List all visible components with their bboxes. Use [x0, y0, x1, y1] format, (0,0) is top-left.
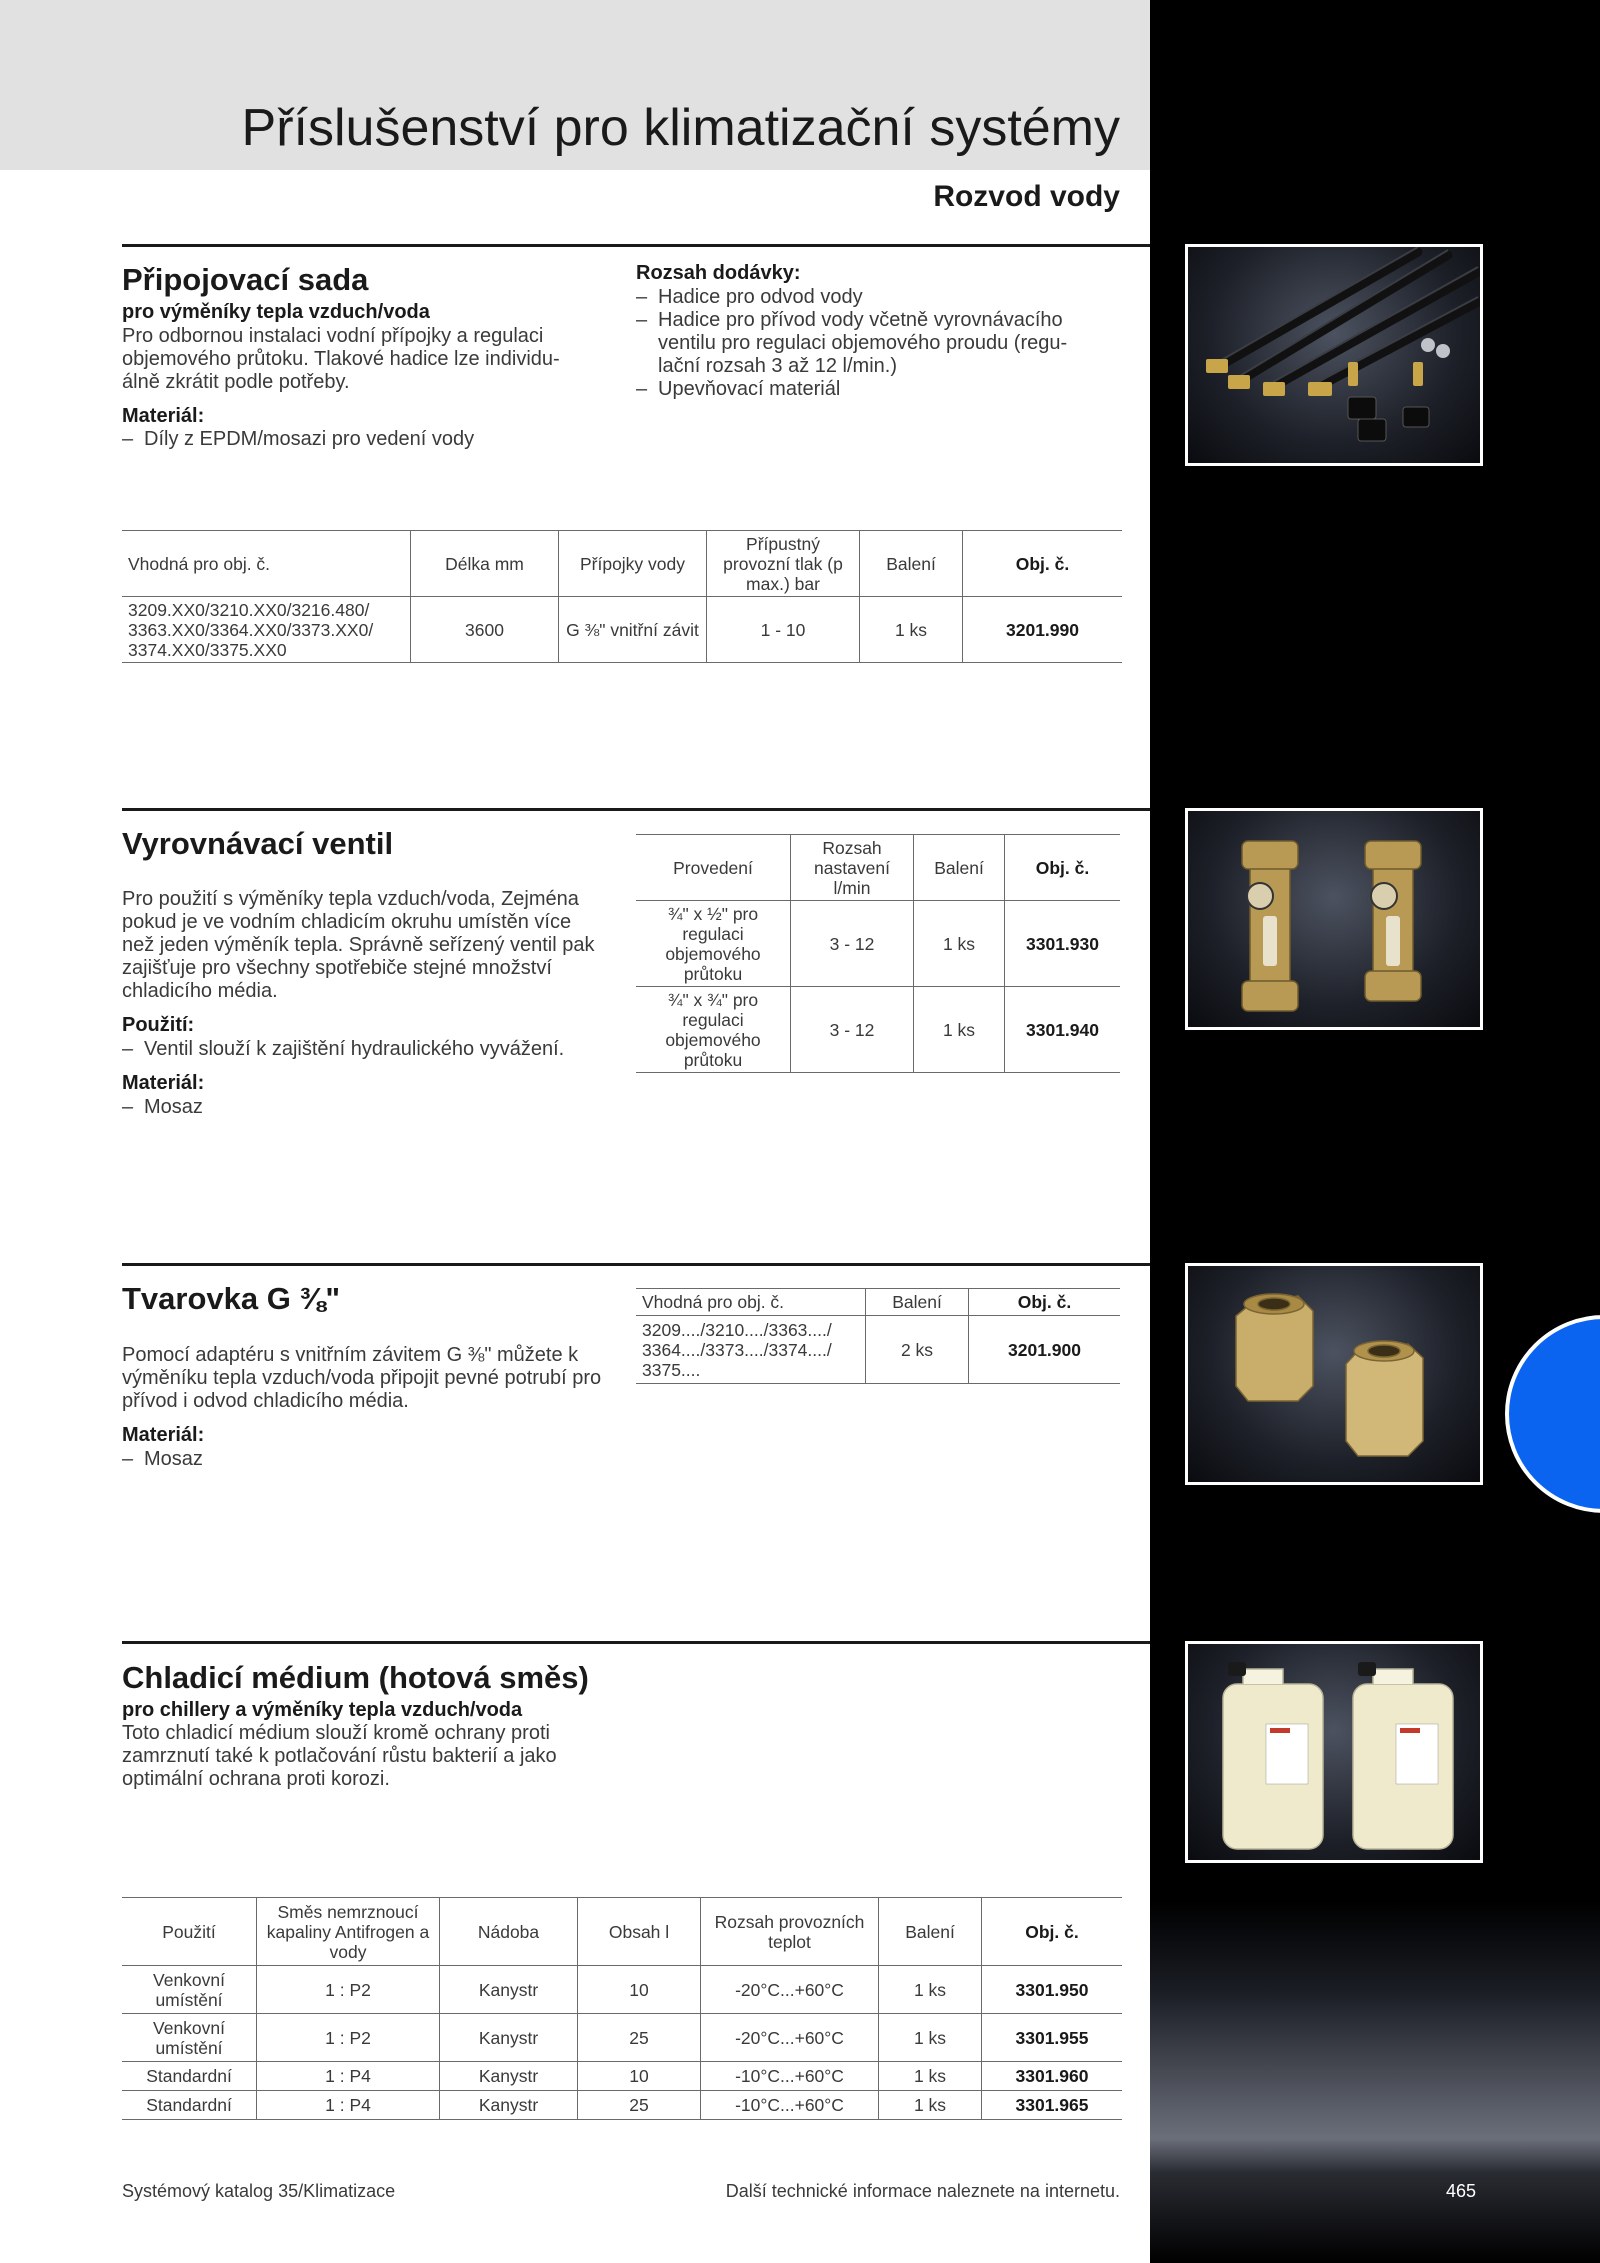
table-cell: 10 — [578, 2062, 701, 2091]
table-cell: 1 ks — [879, 2091, 982, 2120]
page-title: Příslušenství pro klimatizační systémy — [241, 99, 1120, 157]
section-divider — [122, 808, 1150, 811]
table-header: Obj. č. — [969, 1289, 1121, 1316]
table-cell: Kanystr — [440, 2014, 578, 2062]
table-header: Rozsah nastavení l/min — [791, 835, 914, 901]
section-title-fitting: Tvarovka G ⅜" — [122, 1281, 341, 1316]
table-header: Směs nemrznoucí kapaliny Antifrogen a vody — [257, 1898, 440, 1966]
table-header: Přípojky vody — [559, 531, 707, 597]
delivery-item: – Upevňovací materiál — [636, 378, 841, 400]
balancing-valve-photo — [1185, 808, 1483, 1030]
hose-kit-photo — [1185, 244, 1483, 466]
table-header: Použití — [122, 1898, 257, 1966]
table-cell: 3 - 12 — [791, 987, 914, 1073]
table-cell: 25 — [578, 2091, 701, 2120]
order-number: 3201.900 — [969, 1316, 1121, 1384]
table-header: Balení — [866, 1289, 969, 1316]
valve-image — [1188, 811, 1480, 1027]
table-header: Obj. č. — [963, 531, 1123, 597]
page-number: 465 — [1446, 2181, 1477, 2201]
table-cell: 1 ks — [879, 2062, 982, 2091]
table-cell: 1 : P2 — [257, 1966, 440, 2014]
delivery-label: Rozsah dodávky: — [636, 262, 801, 284]
brass-fitting-photo — [1185, 1263, 1483, 1485]
section-description: Pomocí adaptéru s vnitřním závitem G ⅜" můžete k výměníku tepla vzduch/voda připojit pevné potrubí pro přívod i odvod chladicího média. — [122, 1344, 602, 1412]
table-header: Nádoba — [440, 1898, 578, 1966]
order-number: 3201.990 — [963, 597, 1123, 663]
table-cell: 1 ks — [914, 987, 1005, 1073]
section-title-balancing-valve: Vyrovnávací ventil — [122, 826, 394, 861]
table-cell: ¾" x ½" pro regulaci objemového průtoku — [636, 901, 791, 987]
section-title-connection-kit: Připojovací sada — [122, 262, 369, 297]
coolant-table — [122, 1897, 1122, 2120]
section-divider — [122, 244, 1150, 247]
hose-kit-image — [1188, 247, 1480, 463]
order-number: 3301.965 — [982, 2091, 1123, 2120]
table-header: Rozsah provozních teplot — [701, 1898, 879, 1966]
table-cell: 3209.XX0/3210.XX0/3216.480/ 3363.XX0/3364.XX0/3373.XX0/ 3374.XX0/3375.XX0 — [122, 597, 411, 663]
table-cell: -10°C...+60°C — [701, 2062, 879, 2091]
table-cell: Venkovní umístění — [122, 1966, 257, 2014]
canister-image — [1188, 1644, 1480, 1860]
order-number: 3301.950 — [982, 1966, 1123, 2014]
table-header: Přípustný provozní tlak (p max.) bar — [707, 531, 860, 597]
table-cell: ¾" x ¾" pro regulaci objemového průtoku — [636, 987, 791, 1073]
table-header: Balení — [914, 835, 1005, 901]
table-cell: 1 ks — [879, 2014, 982, 2062]
table-header: Vhodná pro obj. č. — [122, 531, 411, 597]
table-row — [122, 2091, 1122, 2120]
table-row — [636, 987, 1120, 1073]
material-item: – Mosaz — [122, 1096, 203, 1118]
table-cell: 1 : P2 — [257, 2014, 440, 2062]
table-cell: 1 : P4 — [257, 2091, 440, 2120]
section-description: Pro odbornou instalaci vodní přípojky a regulaci objemového průtoku. Tlakové hadice lze individu-álně zkrátit podle potřeby. — [122, 325, 560, 393]
table-header: Vhodná pro obj. č. — [636, 1289, 866, 1316]
table-cell: 1 : P4 — [257, 2062, 440, 2091]
table-cell: 25 — [578, 2014, 701, 2062]
fitting-table — [636, 1288, 1120, 1384]
table-cell: 2 ks — [866, 1316, 969, 1384]
table-cell: 3 - 12 — [791, 901, 914, 987]
order-number: 3301.955 — [982, 2014, 1123, 2062]
table-cell: 1 - 10 — [707, 597, 860, 663]
table-header: Balení — [879, 1898, 982, 1966]
material-label: Materiál: — [122, 1424, 205, 1446]
section-description: Pro použití s výměníky tepla vzduch/voda, Zejména pokud je ve vodním chladicím okruhu umístěn více než jeden výměník tepla. Správně seřízený ventil pak zajišťuje pro všechny spotřebiče stejné množství chladicího média. — [122, 888, 595, 1002]
table-cell: -20°C...+60°C — [701, 1966, 879, 2014]
use-item: – Ventil slouží k zajištění hydraulického vyvážení. — [122, 1038, 565, 1060]
order-number: 3301.960 — [982, 2062, 1123, 2091]
table-cell: Kanystr — [440, 2091, 578, 2120]
table-row — [122, 597, 1122, 663]
table-cell: Standardní — [122, 2062, 257, 2091]
table-cell: -20°C...+60°C — [701, 2014, 879, 2062]
table-cell: Standardní — [122, 2091, 257, 2120]
table-header: Délka mm — [411, 531, 559, 597]
table-cell: 3209..../3210..../3363..../ 3364..../3373..../3374..../ 3375.... — [636, 1316, 866, 1384]
footer-info-note: Další technické informace naleznete na internetu. — [725, 2181, 1120, 2201]
table-cell: 10 — [578, 1966, 701, 2014]
section-divider — [122, 1263, 1150, 1266]
section-subtitle: pro výměníky tepla vzduch/voda — [122, 301, 430, 323]
material-item: – Mosaz — [122, 1448, 203, 1470]
balancing-valve-table — [636, 834, 1120, 1073]
page-subtitle: Rozvod vody — [933, 180, 1120, 213]
delivery-item: – Hadice pro přívod vody včetně vyrovnávacího ventilu pro regulaci objemového proudu (regu-lační rozsah 3 až 12 l/min.) — [636, 309, 1068, 377]
table-cell: 1 ks — [914, 901, 1005, 987]
table-header: Provedení — [636, 835, 791, 901]
table-cell: -10°C...+60°C — [701, 2091, 879, 2120]
table-header: Obsah l — [578, 1898, 701, 1966]
table-header: Balení — [860, 531, 963, 597]
table-header: Obj. č. — [982, 1898, 1123, 1966]
table-cell: 3600 — [411, 597, 559, 663]
table-cell: Venkovní umístění — [122, 2014, 257, 2062]
material-item: – Díly z EPDM/mosazi pro vedení vody — [122, 428, 475, 450]
footer-catalog-name: Systémový katalog 35/Klimatizace — [122, 2181, 396, 2201]
table-header: Obj. č. — [1005, 835, 1121, 901]
table-row — [122, 2014, 1122, 2062]
delivery-item: – Hadice pro odvod vody — [636, 286, 863, 308]
table-cell: Kanystr — [440, 2062, 578, 2091]
material-label: Materiál: — [122, 405, 205, 427]
table-row — [636, 1316, 1120, 1384]
fitting-image — [1188, 1266, 1480, 1482]
section-subtitle: pro chillery a výměníky tepla vzduch/voda — [122, 1699, 523, 1721]
table-cell: 1 ks — [879, 1966, 982, 2014]
order-number: 3301.930 — [1005, 901, 1121, 987]
table-cell: G ⅜" vnitřní závit — [559, 597, 707, 663]
table-cell: 1 ks — [860, 597, 963, 663]
material-label: Materiál: — [122, 1072, 205, 1094]
coolant-canister-photo — [1185, 1641, 1483, 1863]
section-divider — [122, 1641, 1150, 1644]
table-row — [122, 1966, 1122, 2014]
section-title-coolant: Chladicí médium (hotová směs) — [122, 1660, 589, 1695]
connection-kit-table — [122, 530, 1122, 663]
order-number: 3301.940 — [1005, 987, 1121, 1073]
table-cell: Kanystr — [440, 1966, 578, 2014]
table-row — [636, 901, 1120, 987]
section-description: Toto chladicí médium slouží kromě ochrany proti zamrznutí také k potlačování růstu bakterií a jako optimální ochrana proti korozi. — [122, 1722, 557, 1790]
table-row — [122, 2062, 1122, 2091]
use-label: Použití: — [122, 1014, 195, 1036]
